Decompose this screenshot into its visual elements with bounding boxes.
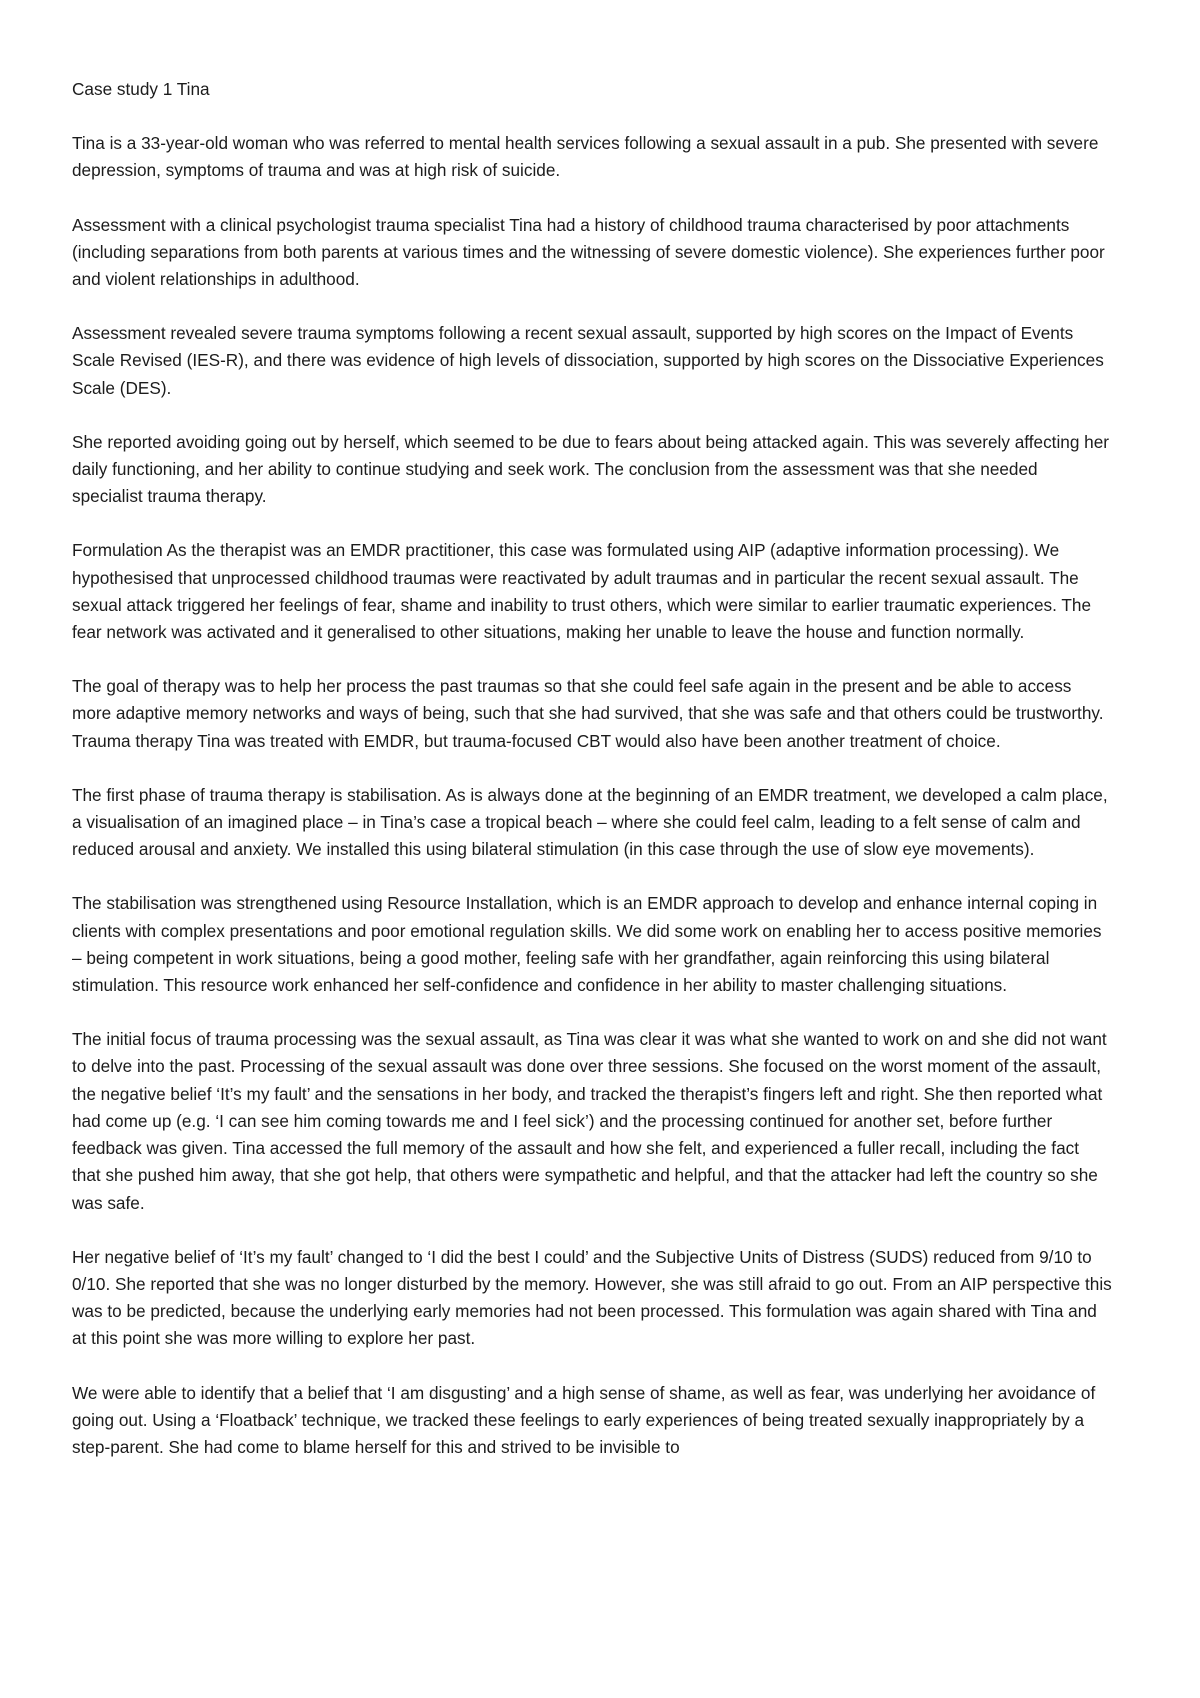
paragraph-floatback: We were able to identify that a belief that ‘I am disgusting’ and a high sense of shame, as well as fear, was underlying her avoidance of going out. Using a ‘Floatback’ technique, we tracked these feelings to early experiences of being treated sexually inappropriately by a step-parent. She had come to blame herself for this and strived to be invisible to (72, 1382, 1096, 1457)
paragraph-belief-change: Her negative belief of ‘It’s my fault’ changed to ‘I did the best I could’ and the Subjective Units of Distress (SUDS) reduced from 9/10 to 0/10. She reported that she was no longer disturbed by the memory. However, she was still afraid to go out. From an AIP perspective this was to be predicted, because the underlying early memories had not been processed. This formulation was again shared with Tina and at this point she was more willing to explore her past. (72, 1246, 1112, 1349)
paragraph-avoidance: She reported avoiding going out by herself, which seemed to be due to fears about being attacked again. This was severely affecting her daily functioning, and her ability to continue studying and seek work. The conclusion from the assessment was that she needed specialist trauma therapy. (72, 431, 1109, 507)
paragraph-trauma-processing: The initial focus of trauma processing was the sexual assault, as Tina was clear it was what she wanted to work on and she did not want to delve into the past. Processing of the sexual assault was done over three sessions. She focused on the worst moment of the assault, the negative belief ‘It’s my fault’ and the sensations in her body, and tracked the therapist’s fingers left and right. She then reported what had come up (e.g. ‘I can see him coming towards me and I feel sick’) and the processing continued for another set, before further feedback was given. Tina accessed the full memory of the assault and how she felt, and experienced a fuller recall, including the fact that she pushed him away, that she got help, that others were sympathetic and helpful, and that the attacker had left the country so she was safe. (72, 1029, 1107, 1213)
document-title: Case study 1 Tina (72, 79, 210, 99)
paragraph-therapy-goal: The goal of therapy was to help her process the past traumas so that she could feel safe again in the present and be able to access more adaptive memory networks and ways of being, such that she had survived, that she was safe and that others could be trustworthy. Trauma therapy Tina was treated with EMDR, but trauma-focused CBT would also have been another treatment of choice. (72, 676, 1104, 751)
paragraph-referral: Tina is a 33-year-old woman who was referred to mental health services following a sexual assault in a pub. She presented with severe depression, symptoms of trauma and was at high risk of suicide. (72, 133, 1099, 181)
paragraph-stabilisation: The first phase of trauma therapy is stabilisation. As is always done at the beginning of an EMDR treatment, we developed a calm place, a visualisation of an imagined place – in Tina’s case a tropical beach – where she could feel calm, leading to a felt sense of calm and reduced arousal and anxiety. We installed this using bilateral stimulation (in this case through the use of slow eye movements). (72, 784, 1108, 860)
paragraph-formulation: Formulation As the therapist was an EMDR practitioner, this case was formulated using AIP (adaptive information processing). We hypothesised that unprocessed childhood traumas were reactivated by adult traumas and in particular the recent sexual assault. The sexual attack triggered her feelings of fear, shame and inability to trust others, which were similar to earlier traumatic experiences. The fear network was activated and it generalised to other situations, making her unable to leave the house and function normally. (72, 540, 1092, 643)
paragraph-resource-installation: The stabilisation was strengthened using Resource Installation, which is an EMDR approach to develop and enhance internal coping in clients with complex presentations and poor emotional regulation skills. We did some work on enabling her to access positive memories – being competent in work situations, being a good mother, feeling safe with her grandfather, again reinforcing this using bilateral stimulation. This resource work enhanced her self-confidence and confidence in her ability to master challenging situations. (72, 893, 1102, 996)
paragraph-assessment-history: Assessment with a clinical psychologist trauma specialist Tina had a history of childhood trauma characterised by poor attachments (including separations from both parents at various times and the witnessing of severe domestic violence). She experiences further poor and violent relationships in adulthood. (72, 214, 1105, 290)
paragraph-assessment-scores: Assessment revealed severe trauma symptoms following a recent sexual assault, supported by high scores on the Impact of Events Scale Revised (IES-R), and there was evidence of high levels of dissociation, supported by high scores on the Dissociative Experiences Scale (DES). (72, 323, 1104, 398)
